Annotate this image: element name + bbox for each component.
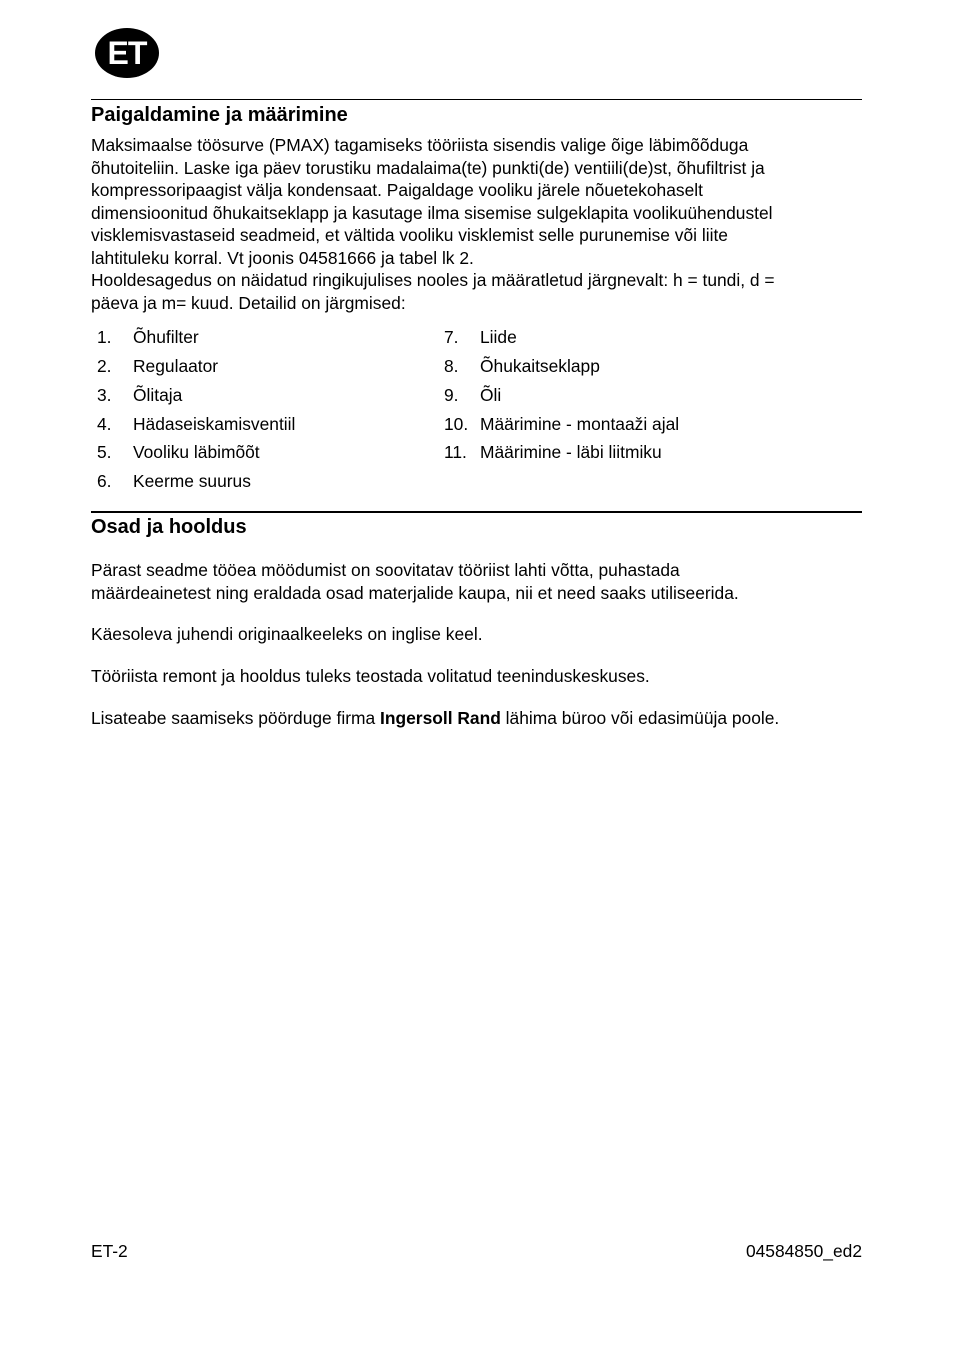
paragraph-line: Pärast seadme tööea möödumist on soovitatav tööriist lahti võtta, puhastada xyxy=(91,560,680,580)
intro-line: Hooldesagedus on näidatud ringikujulises nooles ja määratletud järgnevalt: h = tundi, d = xyxy=(91,270,775,290)
list-text: Õlitaja xyxy=(133,385,183,405)
paragraph-line: määrdeainetest ning eraldada osad materjalide kaupa, nii et need saaks utiliseerida. xyxy=(91,582,739,603)
list-number: 3. xyxy=(97,385,112,405)
list-number: 11. xyxy=(444,442,467,462)
installation-intro xyxy=(91,134,862,314)
section-title-parts-maintenance: Osad ja hooldus xyxy=(91,516,247,538)
section-title-installation: Paigaldamine ja määrimine xyxy=(91,104,348,126)
section-divider xyxy=(91,511,862,513)
document-id: 04584850_ed2 xyxy=(745,1241,862,1261)
list-text: Õli xyxy=(480,385,502,405)
intro-line: kompressoripaagist välja kondensaat. Paigaldage vooliku järele nõuetekohaselt xyxy=(91,180,703,200)
language-badge: ET xyxy=(95,28,159,78)
list-number: 2. xyxy=(97,356,112,376)
repair-paragraph: Tööriista remont ja hooldus tuleks teostada volitatud teeninduskeskuses. xyxy=(91,666,650,686)
page-number: ET-2 xyxy=(91,1241,128,1261)
list-number: 7. xyxy=(444,327,459,347)
contact-paragraph xyxy=(91,707,862,730)
language-paragraph: Käesoleva juhendi originaalkeeleks on inglise keel. xyxy=(91,624,483,644)
intro-line: Maksimaalse töösurve (PMAX) tagamiseks tööriista sisendis valige õige läbimõõduga xyxy=(91,135,749,155)
intro-line: õhutoiteliin. Laske iga päev torustiku madalaima(te) punkti(de) ventiili(de)st, õhufiltrist ja xyxy=(91,157,765,178)
list-text: Keerme suurus xyxy=(133,471,251,491)
list-number: 10. xyxy=(444,414,469,434)
list-number: 6. xyxy=(97,471,112,491)
intro-line: päeva ja m= kuud. Detailid on järgmised: xyxy=(91,292,406,313)
list-text: Määrimine - läbi liitmiku xyxy=(480,442,662,462)
list-text: Õhukaitseklapp xyxy=(480,356,600,376)
list-text: Regulaator xyxy=(133,356,219,376)
list-number: 1. xyxy=(97,327,112,347)
intro-line: lahtituleku korral. Vt joonis 04581666 ja tabel lk 2. xyxy=(91,247,474,268)
list-text: Liide xyxy=(480,327,517,347)
brand-name: Ingersoll Rand xyxy=(380,708,501,728)
list-number: 4. xyxy=(97,414,112,434)
disposal-paragraph xyxy=(91,559,862,604)
contact-text-after: lähima büroo või edasimüüja poole. xyxy=(500,708,780,728)
list-text: Hädaseiskamisventiil xyxy=(133,414,296,434)
contact-text-before: Lisateabe saamiseks pöörduge firma xyxy=(91,708,381,728)
list-number: 9. xyxy=(444,385,459,405)
list-text: Õhufilter xyxy=(133,327,199,347)
list-number: 5. xyxy=(97,442,112,462)
list-text: Vooliku läbimõõt xyxy=(133,442,260,462)
list-number: 8. xyxy=(444,356,459,376)
section-divider xyxy=(91,99,862,100)
list-text: Määrimine - montaaži ajal xyxy=(480,414,680,434)
intro-line: dimensioonitud õhukaitseklapp ja kasutage ilma sisemise sulgeklapita voolikuühendustel xyxy=(91,202,773,223)
intro-line: visklemisvastaseid seadmeid, et vältida vooliku visklemist selle purunemise või liite xyxy=(91,225,728,245)
